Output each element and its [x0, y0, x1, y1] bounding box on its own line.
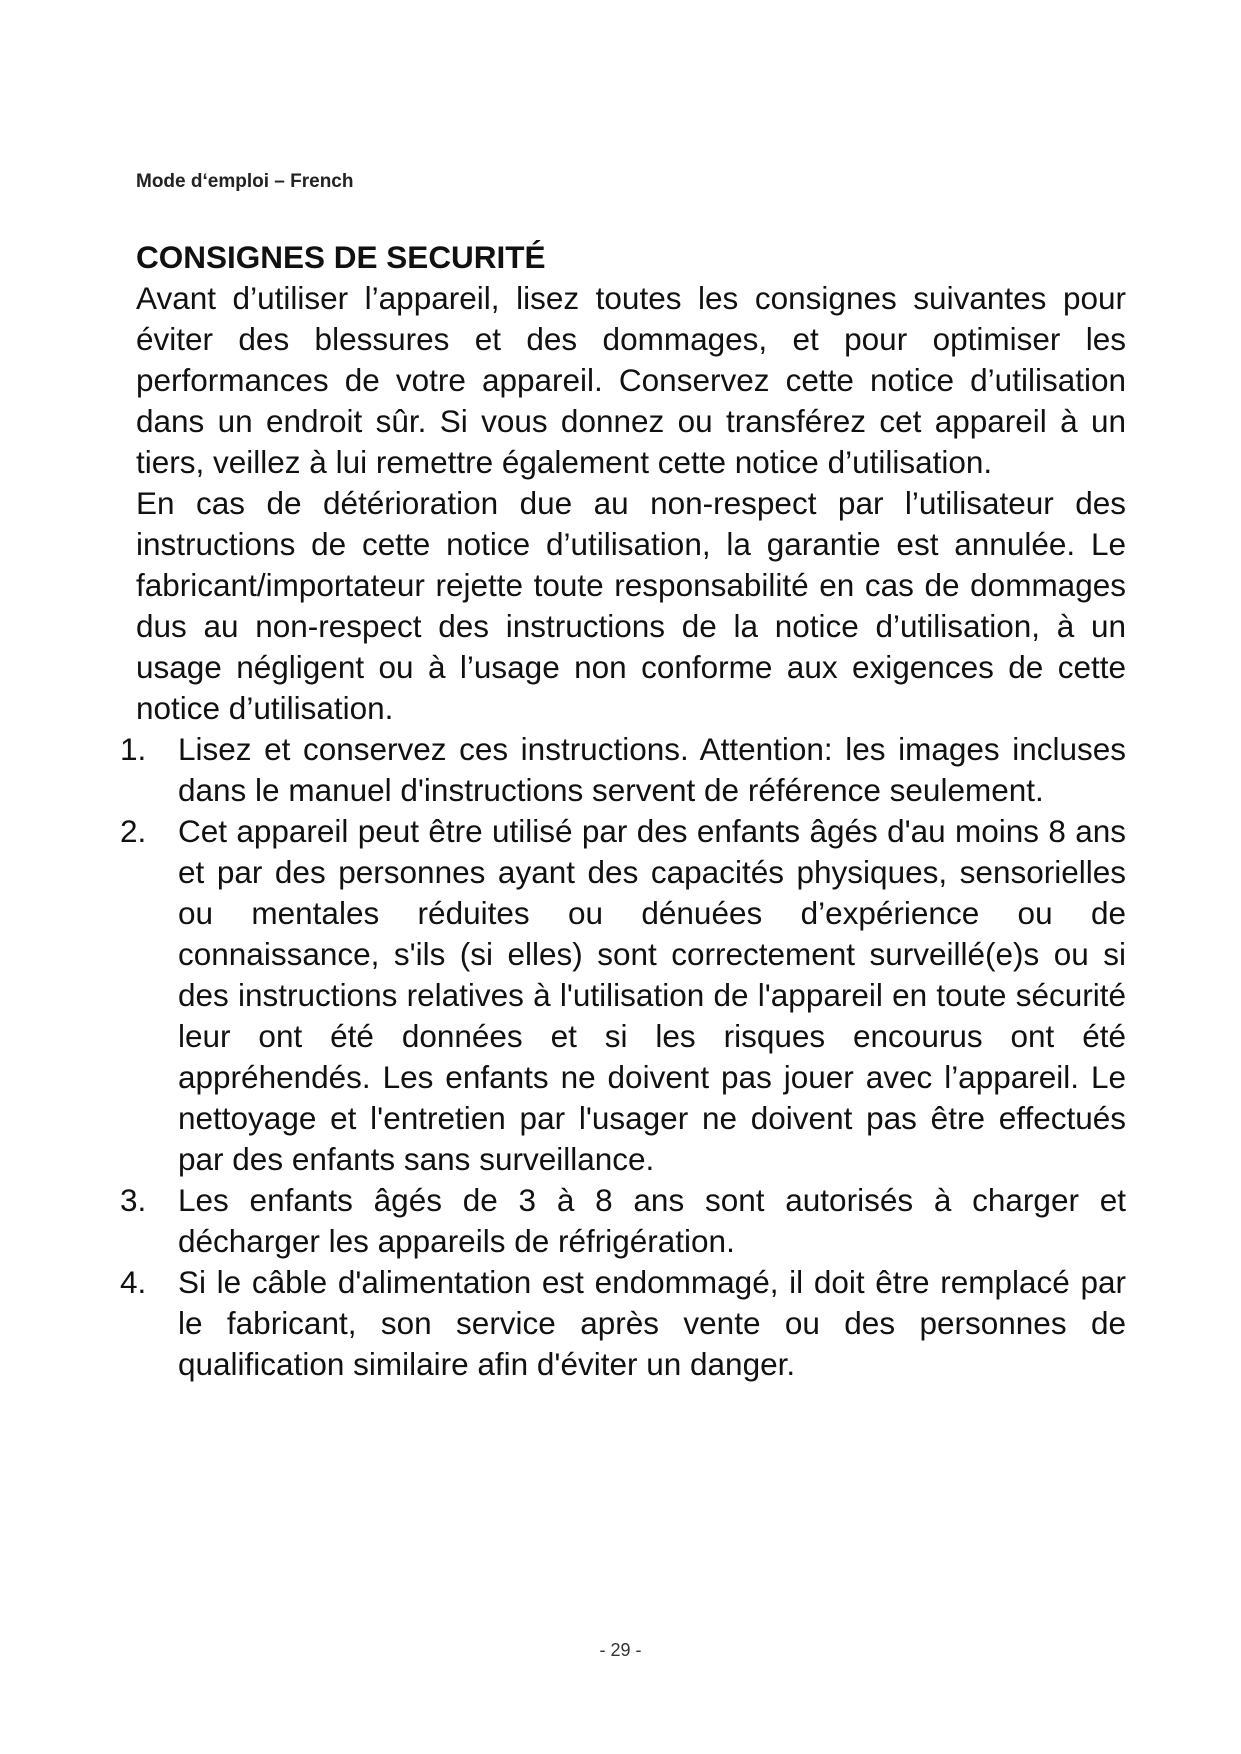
list-item: [120, 729, 1126, 811]
section-title: CONSIGNES DE SECURITÉ: [136, 239, 546, 275]
list-item-number: 4.: [120, 1264, 147, 1300]
instructions-list: [120, 729, 1126, 1385]
page-number: - 29 -: [599, 1640, 642, 1660]
list-item-text: Cet appareil peut être utilisé par des enfants âgés d'au moins 8 ans et par des personnes ayant des capacités physiques, sensorielles ou mentales réduites ou dénuées d’expérience ou de connaissance, s'ils (si elles) sont correctement surveillé(e)s ou si des instructions relatives à l'utilisation de l'appareil en toute sécurité leur ont été données et si les risques encourus ont été appréhendés. Les enfants ne doivent pas jouer avec l’appareil. Le nettoyage et l'entretien par l'usager ne doivent pas être effectués par des enfants sans surveillance.: [178, 813, 1126, 1177]
list-item-text: Lisez et conservez ces instructions. Attention: les images incluses dans le manuel d'instructions servent de référence seulement.: [178, 731, 1126, 808]
page-header: Mode d‘emploi – French: [136, 171, 354, 192]
warranty-paragraph: En cas de détérioration due au non-respect par l’utilisateur des instructions de cette notice d’utilisation, la garantie est annulée. Le fabricant/importateur rejette toute responsabilité en cas de dommages dus au non-respect des instructions de la notice d’utilisation, à un usage négligent ou à l’usage non conforme aux exigences de cette notice d’utilisation.: [136, 485, 1126, 726]
list-item: [120, 1262, 1126, 1385]
list-item-text: Les enfants âgés de 3 à 8 ans sont autorisés à charger et décharger les appareils de réfrigération.: [178, 1182, 1126, 1259]
intro-paragraph: Avant d’utiliser l’appareil, lisez toutes les consignes suivantes pour éviter des blessures et des dommages, et pour optimiser les performances de votre appareil. Conservez cette notice d’utilisation dans un endroit sûr. Si vous donnez ou transférez cet appareil à un tiers, veillez à lui remettre également cette notice d’utilisation.: [136, 280, 1126, 480]
list-item-text: Si le câble d'alimentation est endommagé, il doit être remplacé par le fabricant, son service après vente ou des personnes de qualification similaire afin d'éviter un danger.: [178, 1264, 1126, 1382]
list-item: [120, 1180, 1126, 1262]
list-item-number: 2.: [120, 813, 147, 849]
list-item-number: 1.: [120, 731, 147, 767]
content-area: [120, 237, 1126, 1385]
list-item: [120, 811, 1126, 1180]
list-item-number: 3.: [120, 1182, 147, 1218]
